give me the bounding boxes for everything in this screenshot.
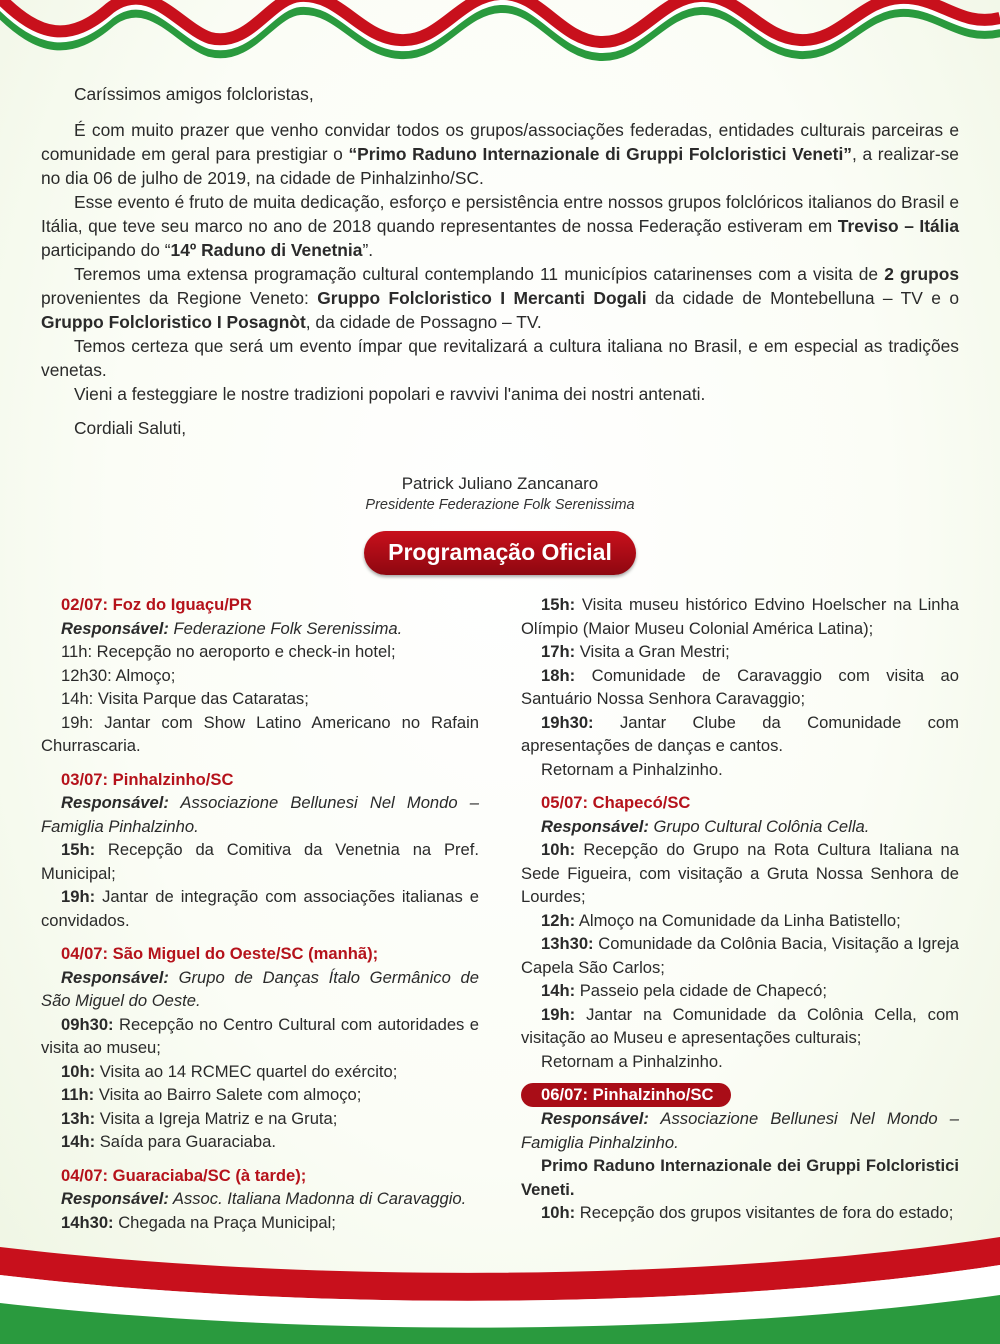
item-text: Passeio pela cidade de Chapecó;: [575, 981, 827, 1000]
responsible-label: Responsável:: [61, 1189, 169, 1208]
item-time: 19h30:: [541, 712, 594, 732]
program-item: [521, 1003, 959, 1050]
program-item: [41, 1060, 479, 1084]
item-time: 09h30:: [61, 1014, 114, 1034]
program-item: [41, 885, 479, 932]
place-name: Treviso – Itália: [837, 216, 959, 236]
letter-greeting: Caríssimos amigos folcloristas,: [74, 84, 314, 104]
responsible-line: [521, 815, 959, 839]
italian-ribbon-top: [0, 0, 1000, 70]
responsible-value: Grupo Cultural Colônia Cella.: [648, 816, 870, 836]
program-item: [521, 932, 959, 979]
item-text: Visita ao 14 RCMEC quartel do exército;: [95, 1061, 398, 1081]
responsible-label: Responsável:: [61, 618, 169, 638]
signature-role: Presidente Federazione Folk Serenissima: [365, 497, 635, 513]
letter-paragraph-4: Temos certeza que será um evento ímpar que revitalizará a cultura italiana no Brasil, e em especial as tradições venetas.: [41, 336, 959, 380]
day-title-badge: 06/07: Pinhalzinho/SC: [521, 1083, 731, 1107]
item-text: Retornam a Pinhalzinho.: [541, 759, 723, 779]
text-span: provenientes da Regione Veneto:: [41, 288, 318, 308]
item-text: 19h: Jantar com Show Latino Americano no Rafain Churrascaria.: [41, 712, 479, 755]
program-item: [41, 1107, 479, 1131]
item-time: 14h30:: [61, 1212, 114, 1232]
program-item: [521, 838, 959, 909]
text-span: , da cidade de Possagno – TV.: [305, 312, 542, 332]
responsible-value: Associazione Bellunesi Nel Mondo – Famiglia Pinhalzinho.: [41, 793, 479, 836]
day-title: 02/07: Foz do Iguaçu/PR: [61, 595, 252, 614]
text-span: Teremos uma extensa programação cultural contemplando 11 municípios catarinenses com a visita de: [74, 264, 885, 284]
program-item: [41, 1130, 479, 1154]
day-title: 04/07: São Miguel do Oeste/SC (manhã);: [61, 944, 379, 963]
group-name: Gruppo Folcloristico I Mercanti Dogali: [317, 288, 647, 308]
text-span: , a realizar-se no dia 06 de julho de 2019, na cidade de Pinhalzinho/SC.: [41, 144, 959, 188]
letter-paragraph-3: [41, 262, 959, 334]
signature-name: Patrick Juliano Zancanaro: [401, 474, 599, 493]
item-text: 11h: Recepção no aeroporto e check-in hotel;: [61, 642, 396, 661]
program-day: [521, 1083, 959, 1225]
program-item: [521, 711, 959, 758]
responsible-line: [41, 617, 479, 641]
program-day-continued: [521, 593, 959, 781]
program-day: [41, 942, 479, 1154]
item-time: 14h:: [541, 981, 576, 1000]
item-time: 19h:: [61, 887, 96, 906]
group-name: Gruppo Folcloristico I Posagnòt: [41, 312, 306, 332]
responsible-line: [521, 1107, 959, 1154]
item-text: 14h: Visita Parque das Cataratas;: [61, 689, 309, 708]
program-item: [521, 640, 959, 664]
item-time: 15h:: [541, 595, 576, 614]
item-time: 14h:: [61, 1132, 96, 1151]
item-text: 12h30: Almoço;: [61, 665, 176, 685]
item-time: 17h:: [541, 642, 576, 661]
responsible-value: Associazione Bellunesi Nel Mondo – Famiglia Pinhalzinho.: [521, 1109, 959, 1152]
item-text: Visita ao Bairro Salete com almoço;: [94, 1085, 362, 1104]
text-span: da cidade de Montebelluna – TV e o: [646, 288, 959, 308]
program-day: [521, 791, 959, 1073]
item-time: 18h:: [541, 665, 576, 685]
item-text: Almoço na Comunidade da Linha Batistello;: [575, 910, 901, 930]
item-time: 10h:: [541, 840, 576, 859]
text-span: participando do “: [41, 240, 171, 260]
item-text: Chegada na Praça Municipal;: [113, 1212, 336, 1232]
program-item: [41, 1083, 479, 1107]
italian-ribbon-bottom: [0, 1225, 1000, 1344]
day-title: 03/07: Pinhalzinho/SC: [61, 769, 234, 789]
item-time: 10h:: [61, 1061, 96, 1081]
item-text: Visita museu histórico Edvino Hoelscher na Linha Olímpio (Maior Museu Colonial América Latina);: [521, 595, 959, 638]
responsible-label: Responsável:: [541, 816, 649, 836]
responsible-value: Federazione Folk Serenissima.: [168, 618, 403, 638]
program-item: [41, 687, 479, 711]
program-day: [41, 593, 479, 758]
item-time: 19h:: [541, 1004, 576, 1024]
program-item: [41, 1013, 479, 1060]
day-title-row: [521, 1083, 959, 1107]
item-time: 13h:: [61, 1108, 96, 1128]
program-day: [41, 768, 479, 933]
program-item: [41, 838, 479, 885]
item-time: 11h:: [61, 1085, 95, 1104]
program-item: [521, 664, 959, 711]
program-item: [41, 711, 479, 758]
text-span: É com muito prazer que venho convidar todos os grupos/associações federadas, entidades culturais parceiras e comunidade em geral para prestigiar o: [41, 120, 959, 164]
program-item: [521, 1050, 959, 1074]
item-text: Comunidade da Colônia Bacia, Visitação a Igreja Capela São Carlos;: [521, 934, 959, 977]
program-left-column: [41, 593, 479, 1234]
text-span: ”.: [362, 240, 374, 260]
group-count: 2 grupos: [884, 264, 959, 284]
event-name: “Primo Raduno Internazionale di Gruppi Folcloristici Veneti”: [348, 144, 852, 164]
item-text: Visita a Igreja Matriz e na Gruta;: [95, 1108, 338, 1128]
program-item: [521, 909, 959, 933]
item-text: Recepção da Comitiva da Venetnia na Pref. Municipal;: [41, 840, 479, 883]
event-highlight: Primo Raduno Internazionale dei Gruppi Folcloristici Veneti.: [521, 1156, 959, 1199]
responsible-label: Responsável:: [61, 793, 169, 812]
program-day: [41, 1164, 479, 1235]
item-text: Jantar na Comunidade da Colônia Cella, com visitação ao Museu e apresentações culturais;: [521, 1004, 959, 1047]
program-item: [521, 758, 959, 782]
item-text: Visita a Gran Mestri;: [575, 642, 730, 661]
item-text: Comunidade de Caravaggio com visita ao Santuário Nossa Senhora Caravaggio;: [521, 665, 959, 708]
letter-paragraph-5: Vieni a festeggiare le nostre tradizioni popolari e ravvivi l'anima dei nostri antenati.: [74, 384, 706, 404]
item-time: 15h:: [61, 840, 96, 859]
responsible-value: Grupo de Danças Ítalo Germânico de São Miguel do Oeste.: [41, 967, 479, 1010]
item-time: 13h30:: [541, 934, 594, 953]
responsible-line: [41, 791, 479, 838]
day-title: 04/07: Guaraciaba/SC (à tarde);: [61, 1165, 307, 1185]
item-time: 12h:: [541, 910, 576, 930]
item-text: Recepção no Centro Cultural com autoridades e visita ao museu;: [41, 1014, 479, 1057]
item-time: 10h:: [541, 1203, 576, 1222]
responsible-label: Responsável:: [541, 1109, 649, 1128]
program-title-badge: Programação Oficial: [364, 531, 636, 575]
day-title: 05/07: Chapecó/SC: [541, 793, 691, 812]
item-text: Saída para Guaraciaba.: [95, 1132, 276, 1151]
responsible-line: [41, 1187, 479, 1211]
responsible-label: Responsável:: [61, 967, 169, 987]
item-text: Jantar de integração com associações italianas e convidados.: [41, 887, 479, 930]
program-item: [521, 1201, 959, 1225]
program-item: [41, 664, 479, 688]
letter-paragraph-1: [41, 118, 959, 190]
responsible-line: [41, 966, 479, 1013]
program-item: [41, 640, 479, 664]
letter-paragraph-2: [41, 190, 959, 262]
responsible-value: Assoc. Italiana Madonna di Caravaggio.: [168, 1189, 467, 1208]
program-right-column: [521, 593, 959, 1225]
item-text: Recepção do Grupo na Rota Cultura Italiana na Sede Figueira, com visitação a Gruta Nossa Senhora de Lourdes;: [521, 840, 959, 906]
text-span: Esse evento é fruto de muita dedicação, esforço e persistência entre nossos grupos folclóricos italianos do Brasil e Itália, que teve seu marco no ano de 2018 quando representantes de nossa Federação estiveram em: [41, 192, 959, 236]
event-name: 14º Raduno di Venetnia: [170, 240, 363, 260]
letter-body: [41, 82, 959, 440]
item-text: Recepção dos grupos visitantes de fora do estado;: [575, 1203, 954, 1222]
program-item: [521, 593, 959, 640]
letter-closing: Cordiali Saluti,: [74, 418, 187, 438]
item-text: Retornam a Pinhalzinho.: [541, 1051, 723, 1071]
program-item: [521, 979, 959, 1003]
item-text: Jantar Clube da Comunidade com apresentações de danças e cantos.: [521, 712, 959, 755]
